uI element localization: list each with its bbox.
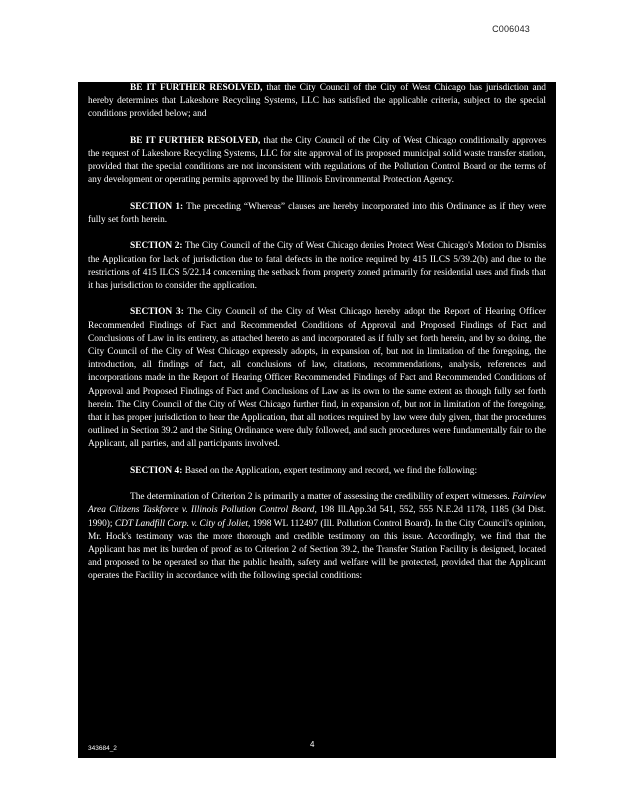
section-4-heading: SECTION 4:	[130, 465, 183, 476]
section-3-text: The City Council of the City of West Chicago hereby adopt the Report of Hearing Officer Recommended Findings of Fact and Recommended Conditions of Approval and Proposed Findings of Fact and Conclusions of Law in its entirety, as attached hereto as and incorporated as if fully set forth herein, and by so doing, the City Council of the City of West Chicago expressly adopts, in expansion of, but not in limitation of the foregoing, the introduction, all findings of fact, all conclusions of law, citations, recommendations, analysis, references and incorporations made in the Report of Hearing Officer Recommended Findings of Fact and Recommended Conditions of Approval and Proposed Findings of Fact and Conclusions of Law as its own to the same extent as though fully set forth herein. The City Council of the City of West Chicago further find, in expansion of, but not in limitation of the foregoing, that it has proper jurisdiction to hear the Application, that all notices required by law were duly given, that the procedures outlined in Section 39.2 and the Siting Ordinance were duly followed, and such procedures were fundamentally fair to the Applicant, all parties, and all participants involved.	[88, 307, 547, 450]
resolved-paragraph-2	[88, 135, 546, 188]
resolved-lead-2: BE IT FURTHER RESOLVED,	[130, 135, 261, 146]
resolved-paragraph-1	[88, 82, 546, 122]
bates-number: C006043	[492, 24, 530, 34]
criterion-2-text-a: The determination of Criterion 2 is primarily a matter of assessing the credibility of expert witnesses.	[130, 492, 513, 503]
document-page	[78, 82, 556, 758]
criterion-2-text-c: , 1998 WL 112497 (Ill. Pollution Control Board). In the City Council's opinion, Mr. Hock's testimony was the more thorough and credible testimony on this issue. Accordingly, we find that the Applicant has met its burden of proof as to Criterion 2 of Section 39.2, the Transfer Station Facility is designed, located and proposed to be operated so that the public health, safety and welfare will be protected, provided that the Applicant operates the Facility in accordance with the following special conditions:	[88, 518, 547, 582]
section-2-heading: SECTION 2:	[130, 241, 183, 252]
page-number: 4	[310, 740, 315, 749]
section-1-heading: SECTION 1:	[130, 201, 184, 212]
resolved-text-2: that the City Council of the City of West Chicago conditionally approves the request of Lakeshore Recycling Systems, LLC for site approval of its proposed municipal solid waste transfer station, provided that the special conditions are not inconsistent with regulations of the Pollution Control Board or the terms of any development or operating permits approved by the Illinois Environmental Protection Agency.	[88, 135, 546, 186]
section-3-heading: SECTION 3:	[130, 307, 184, 318]
section-4-text: Based on the Application, expert testimony and record, we find the following:	[182, 465, 478, 476]
criterion-2-text-b: , 198 Ill.App.3d 541, 552, 555 N.E.2d 1178, 1185 (3d Dist. 1990);	[88, 505, 546, 529]
section-3-paragraph	[88, 306, 546, 451]
citation-fairview: Fairview Area Citizens Taskforce v. Illinois Pollution Control Board	[88, 492, 546, 516]
resolved-text-1: that the City Council of the City of West Chicago has jurisdiction and hereby determines that Lakeshore Recycling Systems, LLC has satisfied the applicable criteria, subject to the special conditions provided below; and	[88, 83, 546, 120]
section-4-paragraph	[88, 465, 546, 478]
resolved-lead-1: BE IT FURTHER RESOLVED,	[130, 83, 263, 93]
criterion-2-paragraph	[88, 491, 546, 583]
section-2-text: The City Council of the City of West Chicago denies Protect West Chicago's Motion to Dismiss the Application for lack of jurisdiction due to fatal defects in the notice required by 415 ILCS 5/39.2(b) and due to the restrictions of 415 ILCS 5/22.14 concerning the setback from property zoned primarily for residential uses and finds that it has jurisdiction to consider the application.	[88, 241, 547, 291]
section-1-text: The preceding “Whereas” clauses are hereby incorporated into this Ordinance as if they were fully set forth herein.	[88, 201, 547, 225]
section-2-paragraph	[88, 240, 546, 293]
section-1-paragraph	[88, 201, 546, 227]
footer-document-id: 343684_2	[88, 745, 117, 752]
citation-cdt-landfill: CDT Landfill Corp. v. City of Joliet	[114, 518, 249, 529]
